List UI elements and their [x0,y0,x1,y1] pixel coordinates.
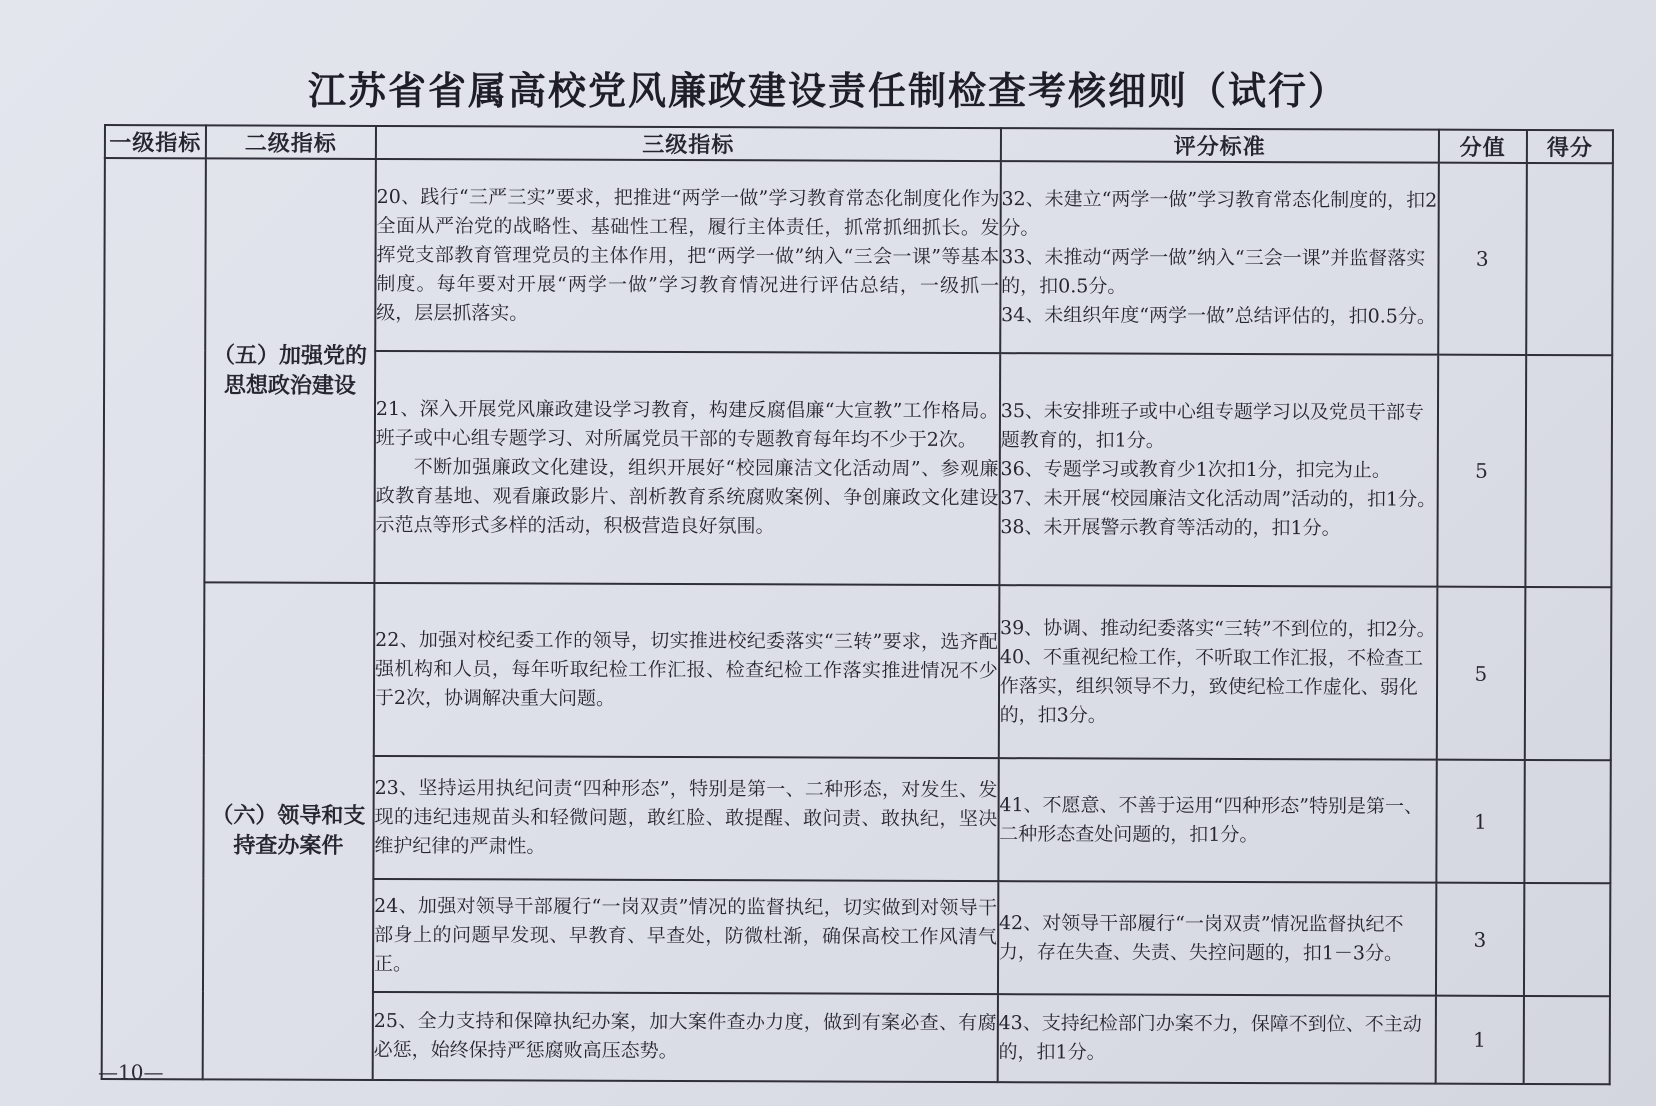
criteria-item: 39、协调、推动纪委落实“三转”不到位的，扣2分。 [999,616,1436,641]
criteria-cell [1000,161,1439,355]
header-got: 得分 [1527,130,1613,163]
table-header-row [105,125,1613,163]
indicator-cell [373,756,998,881]
table-row [103,582,1612,761]
indicator-cell [373,992,998,1082]
criteria-item: 40、不重视纪检工作，不听取工作汇报，不检查工作落实，组织领导不力，致使纪检工作虚化、弱化的，扣3分。 [999,645,1424,727]
indicator-text: 23、坚持运用执纪问责“四种形态”，特别是第一、二种形态，对发生、发现的违纪违规苗头和轻微问题，敢红脸、敢提醒、敢问责、敢执纪，坚决维护纪律的严肃性。 [374,777,998,858]
got-cell [1525,587,1612,761]
criteria-cell [998,758,1436,883]
score-cell: 3 [1438,163,1527,355]
level2-cell: （五）加强党的思想政治建设 [204,158,376,583]
indicator-cell [374,583,999,759]
got-cell [1524,760,1611,884]
criteria-item: 41、不愿意、不善于运用“四种形态”特别是第一、二种形态查处问题的，扣1分。 [999,793,1424,846]
criteria-item: 35、未安排班子或中心组专题学习以及党员干部专题教育的，扣1分。 [1000,399,1424,452]
level2-cell: （六）领导和支持查办案件 [202,582,374,1080]
criteria-cell [997,994,1435,1083]
criteria-cell [999,585,1438,760]
indicator-text: 20、践行“三严三实”要求，把推进“两学一做”学习教育常态化制度化作为全面从严治党的战略性、基础性工程，履行主体责任，抓常抓细抓长。发挥党支部教育管理党员的主体作用，把“两学一做”纳入“三会一课”等基本制度。每年要对开展“两学一做”学习教育情况进行评估总结，一级抓一级，层层抓落实。 [376,185,1000,325]
criteria-item: 32、未建立“两学一做”学习教育常态化制度的，扣2分。 [1001,187,1438,239]
indicator-text: 21、深入开展党风廉政建设学习教育，构建反腐倡廉“大宣教”工作格局。班子或中心组专题学习、对所属党员干部的专题教育每年均不少于2次。 [375,397,999,451]
header-criteria: 评分标准 [1001,128,1439,163]
table-row [104,158,1613,355]
got-cell [1525,355,1612,587]
criteria-item: 34、未组织年度“两学一做”总结评估的，扣0.5分。 [1001,303,1436,328]
got-cell [1524,883,1611,996]
got-cell [1524,996,1610,1084]
indicator-cell [375,159,1000,353]
indicator-cell [374,351,1000,585]
criteria-item: 37、未开展“校园廉洁文化活动周”活动的，扣1分。 [1000,486,1437,511]
criteria-cell [998,882,1436,996]
criteria-cell [999,353,1438,586]
header-level3: 三级指标 [376,126,1001,161]
assessment-table [101,124,1614,1085]
criteria-item: 43、支持纪检部门办案不力，保障不到位、不主动的，扣1分。 [998,1012,1422,1064]
score-cell: 3 [1436,883,1525,996]
header-level1: 一级指标 [105,125,206,158]
document-title: 江苏省省属高校党风廉政建设责任制检查考核细则（试行） [307,68,1348,113]
criteria-item: 42、对领导干部履行“一岗双责”情况监督执纪不力，存在失查、失责、失控问题的，扣1－3分。 [998,911,1404,965]
score-cell: 1 [1436,760,1525,884]
header-score: 分值 [1439,130,1527,163]
score-cell: 5 [1437,355,1526,587]
score-cell: 1 [1435,996,1524,1084]
indicator-text: 不断加强廉政文化建设，组织开展好“校园廉洁文化活动周”、参观廉政教育基地、观看廉政影片、剖析教育系统腐败案例、争创廉政文化建设示范点等形式多样的活动，积极营造良好氛围。 [375,455,999,537]
got-cell [1526,163,1613,355]
indicator-text: 25、全力支持和保障执纪办案，加大案件查办力度，做到有案必查、有腐必惩，始终保持严惩腐败高压态势。 [373,1010,997,1063]
indicator-text: 22、加强对校纪委工作的领导，切实推进校纪委落实“三转”要求，选齐配强机构和人员，每年听取纪检工作汇报、检查纪检工作落实推进情况不少于2次，协调解决重大问题。 [374,629,998,710]
page-number: —10— [98,1060,164,1084]
score-cell: 5 [1436,587,1525,761]
level1-cell [102,158,206,1079]
criteria-item: 33、未推动“两学一做”纳入“三会一课”并监督落实的，扣0.5分。 [1001,245,1426,298]
criteria-item: 36、专题学习或教育少1次扣1分，扣完为止。 [1000,457,1391,482]
indicator-cell [373,879,998,994]
header-level2: 二级指标 [206,125,376,159]
indicator-text: 24、加强对领导干部履行“一岗双责”情况的监督执纪，切实做到对领导干部身上的问题早发现、早教育、早查处，防微杜渐，确保高校工作风清气正。 [373,895,998,976]
criteria-item: 38、未开展警示教育等活动的，扣1分。 [1000,515,1341,539]
